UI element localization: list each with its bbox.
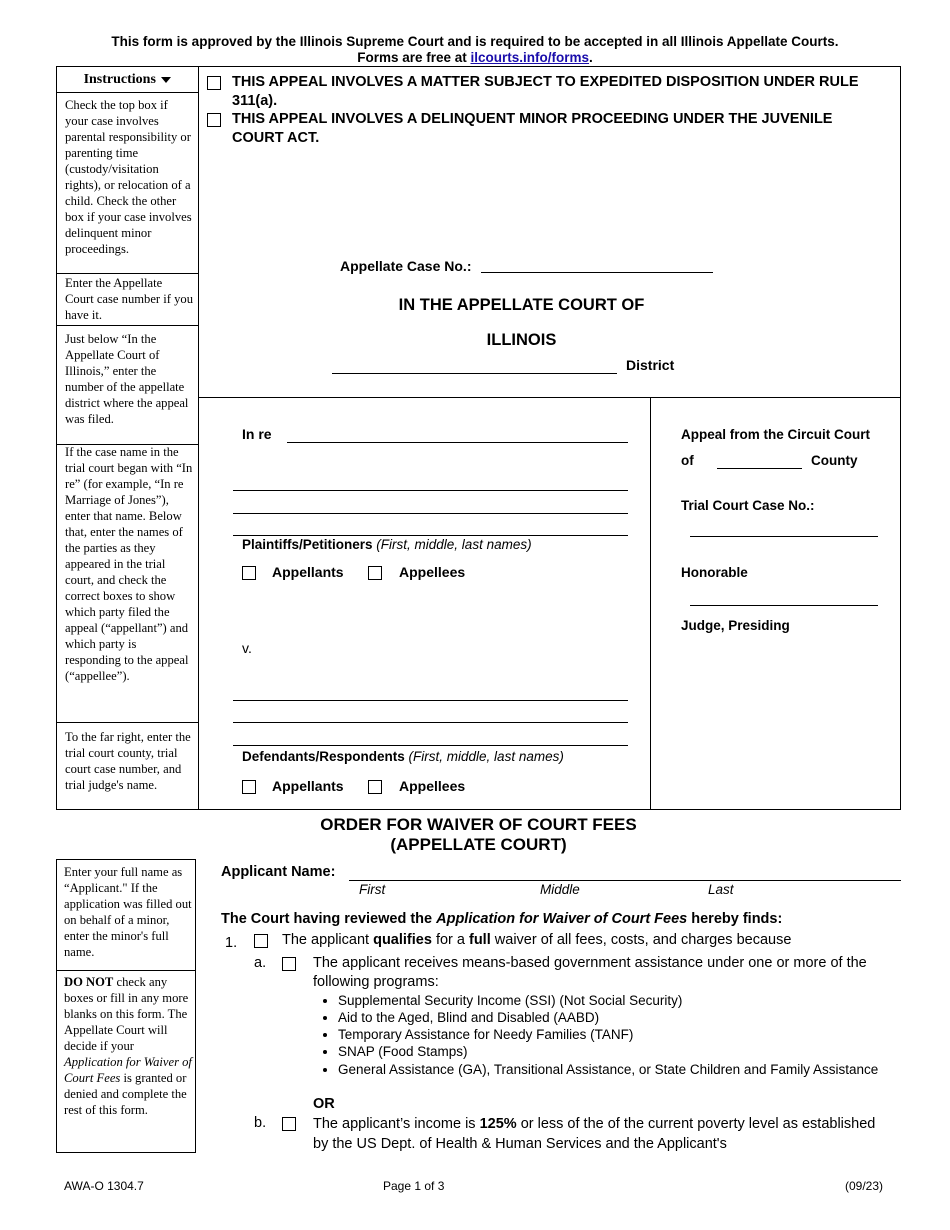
trial-case-no-label: Trial Court Case No.: [681,498,815,513]
middle-caption: Middle [540,882,580,897]
court-state: ILLINOIS [486,331,557,349]
defendant-field-1[interactable] [233,700,628,701]
qualifies-checkbox[interactable] [254,934,268,948]
or-label: OR [313,1096,335,1112]
income-text [313,1114,893,1154]
appellate-case-no-label: Appellate Case No.: [340,258,472,274]
of-label: of [681,453,694,468]
qualifies-text-c: waiver of all fees, costs, and charges because [490,932,792,948]
applicant-name-field[interactable] [349,880,901,881]
instructions-title[interactable] [56,72,199,88]
defendants-label: Defendants/Respondents [242,749,405,764]
defendant-appellees-checkbox[interactable] [368,780,382,794]
expedited-label: THIS APPEAL INVOLVES A MATTER SUBJECT TO EXPEDITED DISPOSITION UNDER RULE 311(a). [232,74,859,109]
approval-notice: This form is approved by the Illinois Supreme Court and is required to be accepted in all Illinois Appellate Courts. [111,34,839,49]
defendant-appellants-label: Appellants [272,778,344,794]
delinquent-label: THIS APPEAL INVOLVES A DELINQUENT MINOR PROCEEDING UNDER THE JUVENILE COURT ACT. [232,111,833,146]
court-finds-a: The Court having reviewed the [221,911,437,927]
instruction-block-2: Enter the Appellate Court case number if you have it. [65,276,194,322]
plaintiff-field-2[interactable] [233,513,628,514]
forms-free-notice [0,50,950,65]
county-field[interactable] [717,468,802,469]
last-caption: Last [708,882,734,897]
do-not-text-a: check any boxes or fill in any more blanks on this form. The Appellate Court will decide if your [64,975,189,1053]
divider [56,722,199,723]
income-pct: 125% [479,1116,517,1132]
court-finds-italic: Application for Waiver of Court Fees [436,911,688,927]
page-number: Page 1 of 3 [383,1179,445,1193]
in-re-field[interactable] [287,442,628,443]
delinquent-checkbox[interactable] [207,113,221,127]
qualifies-strong: qualifies [373,932,432,948]
assistance-text: The applicant receives means-based government assistance under one or more of the following programs: [313,955,867,990]
plaintiff-appellees-checkbox[interactable] [368,566,382,580]
court-finds [221,911,782,927]
order-title: ORDER FOR WAIVER OF COURT FEES [320,815,637,834]
forms-free-prefix: Forms are free at [357,50,471,65]
form-id: AWA-O 1304.7 [64,1179,144,1193]
plaintiff-appellants-label: Appellants [272,564,344,580]
item-1-number: 1. [225,935,238,951]
in-re-label: In re [242,426,272,442]
program-item: • General Assistance (GA), Transitional Assistance, or State Children and Family Assistance [338,1062,898,1078]
divider [56,325,199,326]
program-item: • Temporary Assistance for Needy Families (TANF) [338,1026,898,1043]
instructions-title-label: Instructions [83,72,156,87]
first-caption: First [359,882,386,897]
trial-case-no-field[interactable] [690,536,878,537]
caret-down-icon [161,77,171,83]
income-text-a: The applicant’s income is [313,1116,480,1132]
do-not-text-b: is granted or denied and complete the rest of this form. [64,1071,187,1117]
income-text-b: or less of the of the current poverty level as established by the US Dept. of Health & Human Services and the Applicant's [313,1116,876,1152]
plaintiff-appellants-checkbox[interactable] [242,566,256,580]
plaintiff-field-1[interactable] [233,490,628,491]
full-strong: full [469,932,491,948]
form-date: (09/23) [845,1179,884,1193]
program-list [318,992,898,1078]
program-item: • SNAP (Food Stamps) [338,1043,898,1060]
divider [56,92,199,93]
honorable-label: Honorable [681,565,748,580]
defendant-appellees-label: Appellees [399,778,466,794]
do-not-instruction [64,974,192,1118]
ilcourts-link[interactable]: ilcourts.info/forms [470,50,590,65]
divider [198,397,901,398]
county-label: County [811,453,858,468]
plaintiff-appellees-label: Appellees [399,564,466,580]
order-subtitle: (APPELLATE COURT) [390,835,567,854]
defendants-caption [242,749,564,764]
assistance-checkbox[interactable] [282,957,296,971]
instruction-block-3: Just below “In the Appellate Court of Illinois,” enter the number of the appellate district where the appeal was filed. [65,332,189,426]
divider [650,398,651,810]
item-a-label: a. [254,955,267,971]
court-finds-b: hereby finds: [687,911,783,927]
instruction-block-5: To the far right, enter the trial court county, trial court case number, and trial judge's name. [65,730,191,792]
defendants-hint: (First, middle, last names) [408,749,564,764]
court-title: IN THE APPELLATE COURT OF [398,296,645,314]
qualifies-text-b: for a [431,932,469,948]
defendant-field-3[interactable] [233,745,628,746]
qualifies-text-a: The applicant [282,932,374,948]
instruction-block-1: Check the top box if your case involves parental responsibility or parenting time (custody/visitation rights), or relocation of a child. Check the other box if your case involves delinquent minor proceedings. [65,98,192,256]
appeal-from-label: Appeal from the Circuit Court [681,427,871,442]
do-not-italic: Application for Waiver of Court Fees [64,1055,192,1085]
do-not-strong: DO NOT [64,975,114,989]
district-label: District [626,357,675,373]
item-b-label: b. [254,1115,267,1131]
versus-label: v. [242,640,252,656]
program-item: • Aid to the Aged, Blind and Disabled (AABD) [338,1009,898,1026]
plaintiffs-label: Plaintiffs/Petitioners [242,537,373,552]
district-field[interactable] [332,373,617,374]
program-item: • Supplemental Security Income (SSI) (Not Social Security) [338,992,898,1009]
plaintiffs-caption [242,537,532,552]
defendant-field-2[interactable] [233,722,628,723]
judge-name-field[interactable] [690,605,878,606]
divider [56,273,199,274]
forms-free-suffix: . [589,50,593,65]
instruction-block-4: If the case name in the trial court began with “In re” (for example, “In re Marriage of Jones”), enter that name. Below that, enter the names of the parties as they appeared in the trial court, and check the correct boxes to show which party filed the appeal (“appellant”) and which party is responding to the appeal (“appellee”). [65,445,193,683]
divider [56,970,196,971]
plaintiff-field-3[interactable] [233,535,628,536]
plaintiffs-hint: (First, middle, last names) [376,537,532,552]
applicant-name-label: Applicant Name: [221,864,336,880]
qualifies-text [282,932,791,948]
appellate-case-no-field[interactable] [481,272,713,273]
judge-presiding-label: Judge, Presiding [681,618,790,633]
defendant-appellants-checkbox[interactable] [242,780,256,794]
applicant-instruction: Enter your full name as “Applicant." If the application was filled out on behalf of a minor, enter the minor's full name. [64,865,192,959]
expedited-checkbox[interactable] [207,76,221,90]
income-checkbox[interactable] [282,1117,296,1131]
